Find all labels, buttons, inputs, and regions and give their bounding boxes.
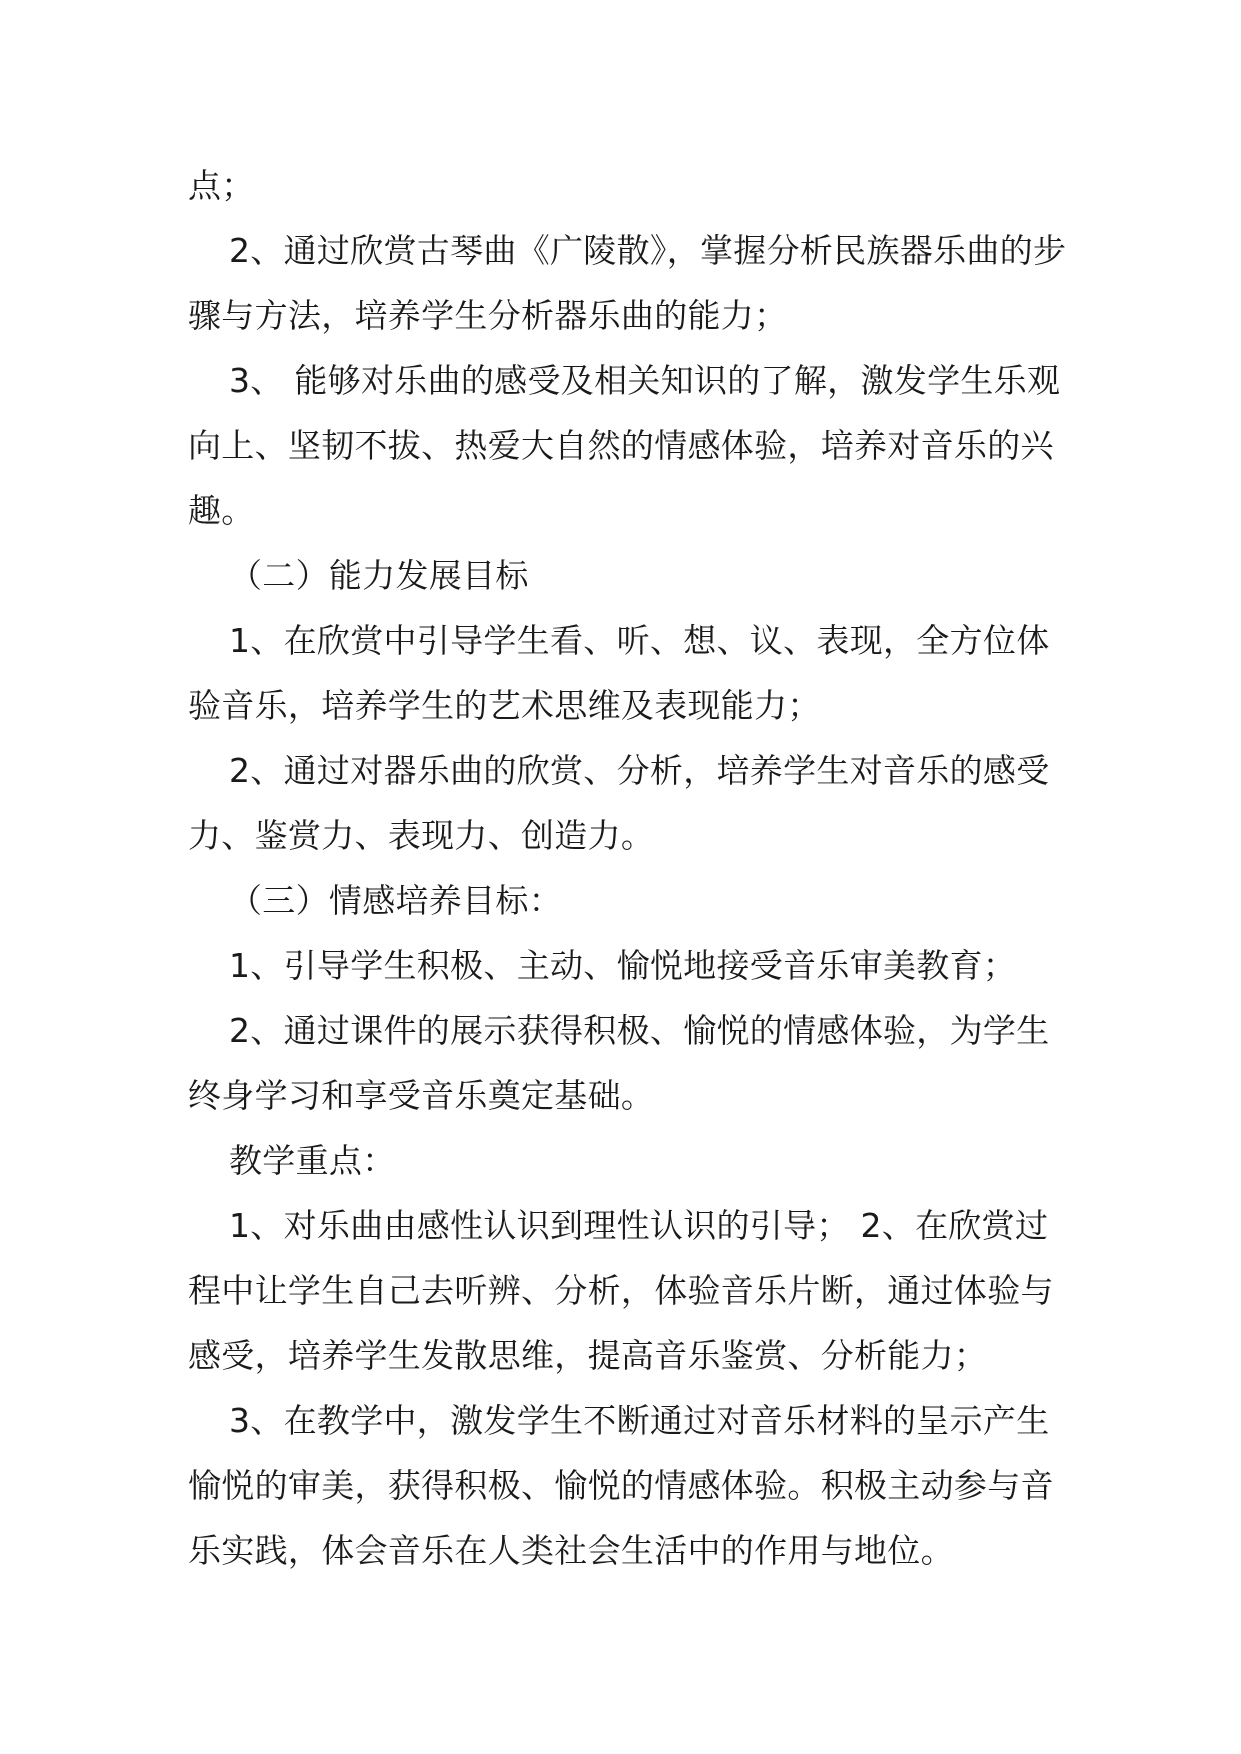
text-line: 1、引导学生积极、主动、愉悦地接受音乐审美教育； (229, 946, 1017, 985)
text-line: 感受，培养学生发散思维，提高音乐鉴赏、分析能力； (188, 1336, 988, 1375)
text-line: 2、通过欣赏古琴曲《广陵散》，掌握分析民族器乐曲的步 (229, 231, 1067, 270)
text-line: 力、鉴赏力、表现力、创造力。 (188, 816, 655, 855)
document-page (188, 153, 1068, 1583)
text-line: 验音乐，培养学生的艺术思维及表现能力； (188, 686, 821, 725)
text-line: 终身学习和享受音乐奠定基础。 (188, 1076, 655, 1115)
text-line: 1、在欣赏中引导学生看、听、想、议、表现，全方位体 (229, 621, 1050, 660)
section-heading: 教学重点： (229, 1141, 396, 1180)
section-heading: （二）能力发展目标 (229, 556, 529, 595)
text-line: 3、在教学中，激发学生不断通过对音乐材料的呈示产生 (229, 1401, 1050, 1440)
section-heading: （三）情感培养目标： (229, 881, 562, 920)
text-line: 乐实践，体会音乐在人类社会生活中的作用与地位。 (188, 1531, 954, 1570)
text-line: 向上、坚韧不拔、热爱大自然的情感体验，培养对音乐的兴 (188, 426, 1054, 465)
text-line: 2、通过课件的展示获得积极、愉悦的情感体验，为学生 (229, 1011, 1050, 1050)
text-line: 趣。 (188, 491, 255, 530)
text-line: 骤与方法，培养学生分析器乐曲的能力； (188, 296, 788, 335)
text-line: 1、对乐曲由感性认识到理性认识的引导； 2、在欣赏过 (229, 1206, 1049, 1245)
text-line: 点； (188, 166, 255, 205)
text-line: 2、通过对器乐曲的欣赏、分析，培养学生对音乐的感受 (229, 751, 1050, 790)
text-line: 3、 能够对乐曲的感受及相关知识的了解，激发学生乐观 (229, 361, 1061, 400)
text-line: 愉悦的审美，获得积极、愉悦的情感体验。积极主动参与音 (188, 1466, 1054, 1505)
text-line: 程中让学生自己去听辨、分析，体验音乐片断，通过体验与 (188, 1271, 1054, 1310)
